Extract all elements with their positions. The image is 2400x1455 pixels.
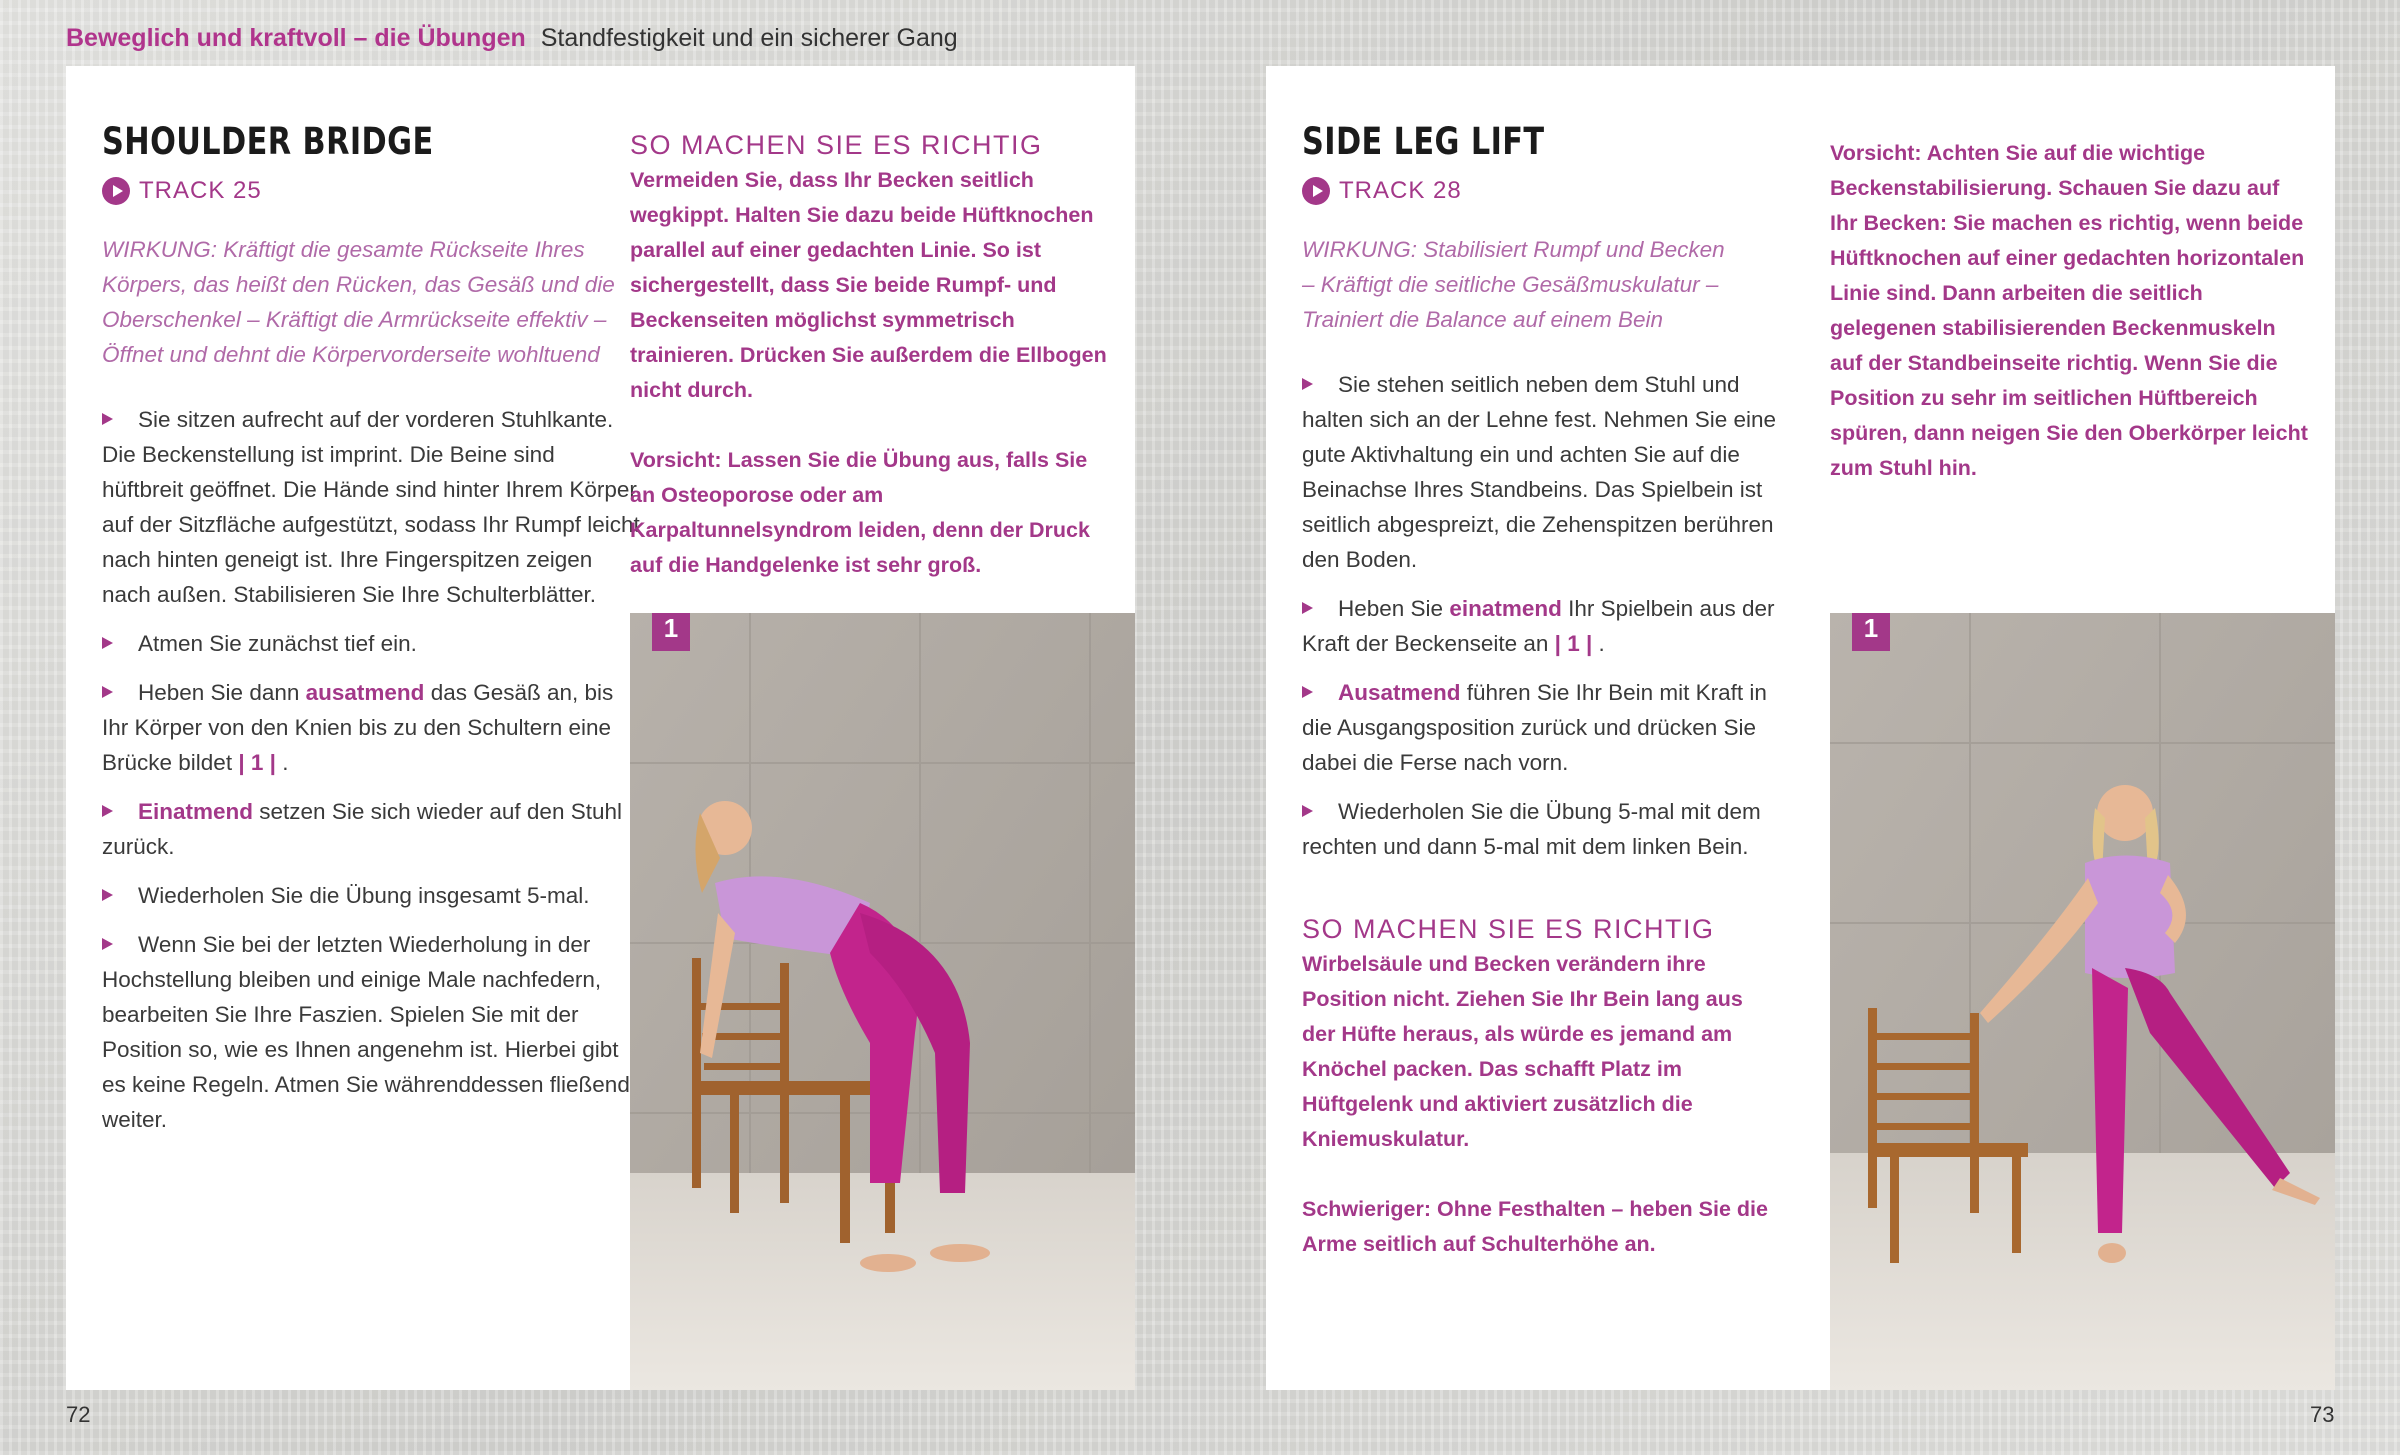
track-label: TRACK 28 [1339,177,1462,204]
harder-note [1302,1192,1772,1262]
steps-list [102,402,642,1137]
play-icon[interactable] [102,177,130,205]
caution-label: Vorsicht: [630,448,722,472]
page-number-right: 73 [2310,1402,2335,1427]
bullet-icon [1302,378,1313,390]
list-item: Ausatmend führen Sie Ihr Bein mit Kraft in die Ausgangsposition zurück und drücken Sie dabei die Ferse nach vorn. [1302,680,1767,775]
subsection-title: Standfestigkeit und ein sicherer Gang [540,24,958,52]
list-item: Heben Sie einatmend Ihr Spielbein aus der Kraft der Beckenseite an | 1 | . [1302,596,1775,656]
photo-side-leg-lift [1830,613,2335,1390]
figure-ref: | 1 | [1554,631,1593,656]
bullet-icon [1302,686,1313,698]
bullet-icon [102,805,113,817]
bullet-icon [1302,805,1313,817]
photo-number-badge: 1 [1852,613,1890,651]
bullet-icon [1302,602,1313,614]
bullet-icon [102,889,113,901]
list-item: Einatmend setzen Sie sich wieder auf den Stuhl zurück. [102,799,622,859]
exercise-photo [1830,613,2335,1390]
tip-text: Vermeiden Sie, dass Ihr Becken seitlich wegkippt. Halten Sie dazu beide Hüftknochen parallel auf einer gedachten Linie. So ist sichergestellt, dass Sie beide Rumpf- und Beckenseiten möglichst symmetrisch trainieren. Drücken Sie außerdem die Ellbogen nicht durch. [630,168,1107,402]
list-item: Sie sitzen aufrecht auf der vorderen Stuhlkante. Die Beckenstellung ist imprint. Die Beine sind hüftbreit geöffnet. Die Hände sind hinter Ihrem Körper auf der Sitzfläche aufgestützt, sodass Ihr Rumpf leicht nach hinten geneigt ist. Ihre Fingerspitzen zeigen nach außen. Stabilisieren Sie Ihre Schulterblätter. [102,407,640,607]
running-header [66,24,958,53]
right-caution-column [1830,136,2310,486]
right-page [1266,66,2335,1390]
effect-text: WIRKUNG: Kräftigt die gesamte Rückseite Ihres Körpers, das heißt den Rücken, das Gesäß und die Oberschenkel – Kräftigt die Armrückseite effektiv – Öffnet und dehnt die Körpervorderseite wohltuend [102,237,615,367]
caution-label: Vorsicht: [1830,141,1922,165]
exercise-photo [630,613,1135,1390]
exercise-title: SIDE LEG LIFT [1302,120,1545,163]
left-tip-column [630,130,1110,583]
left-page [66,66,1135,1390]
caution-text: Lassen Sie die Übung aus, falls Sie an Osteoporose oder am Karpaltunnelsyndrom leiden, denn der Druck auf die Handgelenke ist sehr groß. [630,448,1090,577]
list-item: Sie stehen seitlich neben dem Stuhl und halten sich an der Lehne fest. Nehmen Sie eine gute Aktivhaltung ein und achten Sie auf die Beinachse Ihres Standbeins. Das Spielbein ist seitlich abgespreizt, die Zehenspitzen berühren den Boden. [1302,372,1777,572]
effect-text: WIRKUNG: Stabilisiert Rumpf und Becken – Kräftigt die seitliche Gesäßmuskulatur – Trainiert die Balance auf einem Bein [1302,237,1725,332]
bullet-icon [102,938,113,950]
tip-title: SO MACHEN SIE ES RICHTIG [630,130,1043,160]
steps-list [1302,367,1782,864]
tip-text: Wirbelsäule und Becken verändern ihre Position nicht. Ziehen Sie Ihr Bein lang aus der Hüfte heraus, als würde es jemand am Knöchel packen. Das schafft Platz im Hüftgelenk und aktiviert zusätzlich die Kniemuskulatur. [1302,952,1743,1151]
right-main-column [1302,120,1842,1262]
audio-track[interactable] [1302,177,1842,205]
page-number-left: 72 [66,1402,91,1427]
bullet-icon [102,686,113,698]
photo-shoulder-bridge [630,613,1135,1390]
section-title: Beweglich und kraftvoll – die Übungen [66,24,526,52]
harder-text: Ohne Festhalten – heben Sie die Arme seitlich auf Schulterhöhe an. [1302,1197,1768,1256]
harder-label: Schwieriger: [1302,1197,1432,1221]
photo-number-badge: 1 [652,613,690,651]
list-item: Wenn Sie bei der letzten Wiederholung in der Hochstellung bleiben und einige Male nachfedern, bearbeiten Sie Ihre Faszien. Spielen Sie mit der Position so, wie es Ihnen angenehm ist. Hierbei gibt es keine Regeln. Atmen Sie währenddessen fließend weiter. [102,932,630,1132]
track-label: TRACK 25 [139,177,262,204]
play-icon[interactable] [1302,177,1330,205]
caution-note [1830,136,2310,486]
audio-track[interactable] [102,177,642,205]
list-item: Wiederholen Sie die Übung insgesamt 5-mal. [102,878,642,913]
bullet-icon [102,637,113,649]
list-item: Atmen Sie zunächst tief ein. [102,626,642,661]
caution-text: Achten Sie auf die wichtige Beckenstabilisierung. Schauen Sie dazu auf Ihr Becken: Sie machen es richtig, wenn beide Hüftknochen auf einer gedachten horizontalen Linie sind. Dann arbeiten die seitlich gelegenen stabilisierenden Beckenmuskeln auf der Standbeinseite richtig. Wenn Sie die Position zu sehr im seitlichen Hüftbereich spüren, dann neigen Sie den Oberkörper leicht zum Stuhl hin. [1830,141,2308,480]
bullet-icon [102,413,113,425]
figure-ref: | 1 | [238,750,276,775]
list-item: Wiederholen Sie die Übung 5-mal mit dem rechten und dann 5-mal mit dem linken Bein. [1302,799,1761,859]
list-item: Heben Sie dann ausatmend das Gesäß an, bis Ihr Körper von den Knien bis zu den Schultern eine Brücke bildet | 1 | . [102,680,614,775]
exercise-title: SHOULDER BRIDGE [102,120,434,163]
left-main-column [102,120,642,1151]
tip-title: SO MACHEN SIE ES RICHTIG [1302,914,1715,944]
caution-note [630,443,1110,583]
